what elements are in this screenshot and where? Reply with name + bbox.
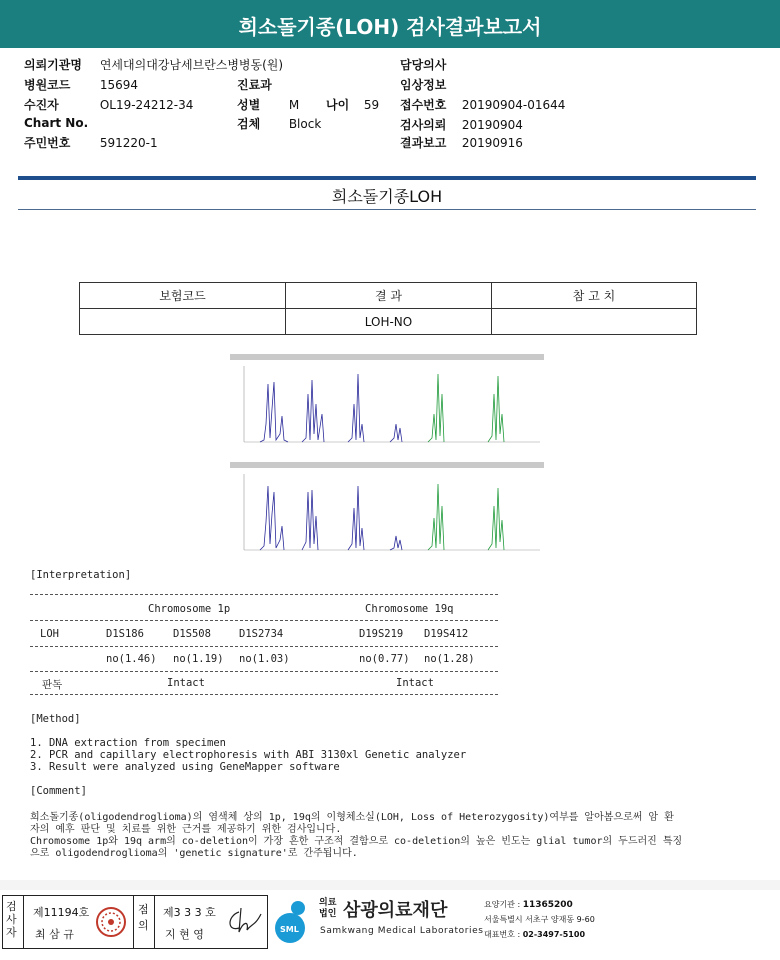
loh-label: LOH [40, 628, 59, 640]
method-line: 1. DNA extraction from specimen [30, 737, 226, 749]
comment-line: 으로 oligodendroglioma의 'genetic signature'로 간주됩니다. [30, 848, 358, 859]
value-d1s186: no(1.46) [106, 653, 157, 665]
sign-divider [133, 896, 134, 948]
specimen-value: Block [288, 117, 322, 131]
license-value: 11365200 [522, 900, 573, 910]
result-cell: LOH-NO [286, 309, 492, 335]
reviewer-signature [225, 904, 265, 938]
resident-value: 591220-1 [99, 136, 158, 150]
electropherogram-normal [230, 354, 544, 450]
reviewer-license: 제3 3 3 호 [163, 906, 216, 919]
judgement-label: 판독 [42, 679, 63, 691]
signature-box [2, 895, 268, 949]
electropherogram-header [230, 354, 544, 360]
doctor-row [400, 56, 450, 73]
age-row [326, 96, 379, 113]
sml-abbr: SML [280, 925, 299, 934]
tester-license: 제11194호 [33, 906, 90, 919]
tester-seal [95, 906, 127, 938]
sex-value: M [288, 98, 300, 112]
judgement-19q: Intact [396, 677, 434, 689]
chr1p-label: Chromosome 1p [148, 603, 231, 615]
sex-row [237, 96, 299, 113]
phone-row [484, 929, 585, 940]
method-line: 2. PCR and capillary electrophoresis with ABI 3130xl Genetic analyzer [30, 749, 467, 761]
phone-value: 02-3497-5100 [522, 930, 586, 939]
result-row [80, 309, 697, 335]
sign-divider [23, 896, 24, 948]
method-heading: [Method] [30, 713, 81, 725]
method-line: 3. Result were analyzed using GeneMapper software [30, 761, 340, 773]
footer-band [0, 880, 780, 890]
accession-label: 접수번호 [400, 98, 447, 112]
specimen-row [237, 115, 321, 132]
tester-label: 검사자 [6, 900, 17, 939]
institution-row [24, 56, 283, 73]
tester-name: 최 삼 규 [35, 928, 74, 941]
marker-d1s186: D1S186 [106, 628, 144, 640]
comment-line: Chromosome 1p와 19q arm의 co-deletion이 가장 흔한 구조적 결함으로 co-deletion의 높은 빈도는 glial tumor의 두드러진 특징 [30, 836, 683, 847]
chart-row [24, 116, 100, 130]
section-title: 희소돌기종LOH [331, 187, 443, 206]
org-name: 삼광의료재단 [343, 900, 448, 921]
receiver-label: 수진자 [24, 98, 59, 112]
department-row [237, 76, 276, 93]
section-underline [18, 209, 756, 210]
value-d1s508: no(1.19) [173, 653, 224, 665]
license-label: 요양기관 : [484, 900, 521, 909]
marker-d1s2734: D1S2734 [239, 628, 284, 640]
reference-cell [492, 309, 697, 335]
value-d19s412: no(1.28) [424, 653, 475, 665]
resident-label: 주민번호 [24, 136, 71, 150]
hospital-code-row [24, 76, 138, 93]
sex-label: 성별 [237, 98, 261, 112]
interpretation-divider [30, 620, 498, 621]
hospital-code-label: 병원코드 [24, 78, 71, 92]
value-d19s219: no(0.77) [359, 653, 410, 665]
report-title: 희소돌기종(LOH) 검사결과보고서 [0, 0, 780, 48]
chart-label: Chart No. [24, 116, 89, 130]
institution-label: 의뢰기관명 [24, 58, 82, 72]
value-d1s2734: no(1.03) [239, 653, 290, 665]
judgement-1p: Intact [167, 677, 205, 689]
phone-label: 대표번호 : [484, 930, 521, 939]
electropherogram-header [230, 462, 544, 468]
org-prefix: 의료법인 [319, 898, 337, 919]
result-header: 결 과 [286, 283, 492, 309]
license-row [484, 899, 573, 910]
org-english: Samkwang Medical Laboratories [320, 926, 484, 936]
electropherogram-trace-normal [230, 354, 544, 450]
result-table [79, 282, 697, 335]
receiver-value: OL19-24212-34 [99, 98, 194, 112]
reference-header: 참 고 치 [492, 283, 697, 309]
result-header-row [80, 283, 697, 309]
age-value: 59 [363, 98, 380, 112]
interpretation-divider [30, 594, 498, 595]
accession-row [400, 96, 565, 113]
specimen-label: 검체 [237, 117, 261, 131]
resident-row [24, 134, 158, 151]
department-label: 진료과 [237, 78, 272, 92]
marker-d19s412: D19S412 [424, 628, 469, 640]
insurance-code-header: 보험코드 [80, 283, 286, 309]
request-row [400, 116, 523, 133]
doctor-label: 담당의사 [400, 58, 447, 72]
interpretation-divider [30, 646, 498, 647]
report-date-row [400, 134, 523, 151]
clinical-row [400, 76, 450, 93]
chr19q-label: Chromosome 19q [365, 603, 454, 615]
reviewer-name: 지 현 영 [165, 928, 204, 941]
electropherogram-tumor [230, 462, 544, 558]
section-divider [18, 176, 756, 180]
hospital-code-value: 15694 [99, 78, 139, 92]
request-value: 20190904 [461, 118, 523, 132]
marker-d19s219: D19S219 [359, 628, 404, 640]
comment-line: 자의 예후 판단 및 치료를 위한 근거를 제공하기 위한 검사입니다. [30, 824, 342, 835]
report-date-value: 20190916 [461, 136, 523, 150]
sml-logo-icon [272, 898, 314, 944]
receiver-row [24, 96, 193, 113]
clinical-label: 임상정보 [400, 78, 447, 92]
interpretation-divider [30, 671, 498, 672]
accession-value: 20190904-01644 [461, 98, 566, 112]
electropherogram-trace-tumor [230, 462, 544, 558]
institution-value: 연세대의대강남세브란스병병동(원) [99, 58, 284, 72]
comment-line: 희소돌기종(oligodendroglioma)의 염색체 상의 1p, 19q의 이형체소실(LOH, Loss of Heterozygosity)여부를 알아봄으로써 암 환 [30, 812, 674, 823]
request-label: 검사의뢰 [400, 118, 447, 132]
insurance-code-cell [80, 309, 286, 335]
marker-d1s508: D1S508 [173, 628, 211, 640]
report-date-label: 결과보고 [400, 136, 447, 150]
comment-heading: [Comment] [30, 785, 87, 797]
interpretation-heading: [Interpretation] [30, 569, 132, 581]
org-address: 서울특별시 서초구 양재동 9-60 [484, 915, 595, 924]
age-label: 나이 [326, 98, 350, 112]
reviewer-label: 점의 [138, 903, 149, 932]
interpretation-divider [30, 694, 498, 695]
sign-divider [154, 896, 155, 948]
